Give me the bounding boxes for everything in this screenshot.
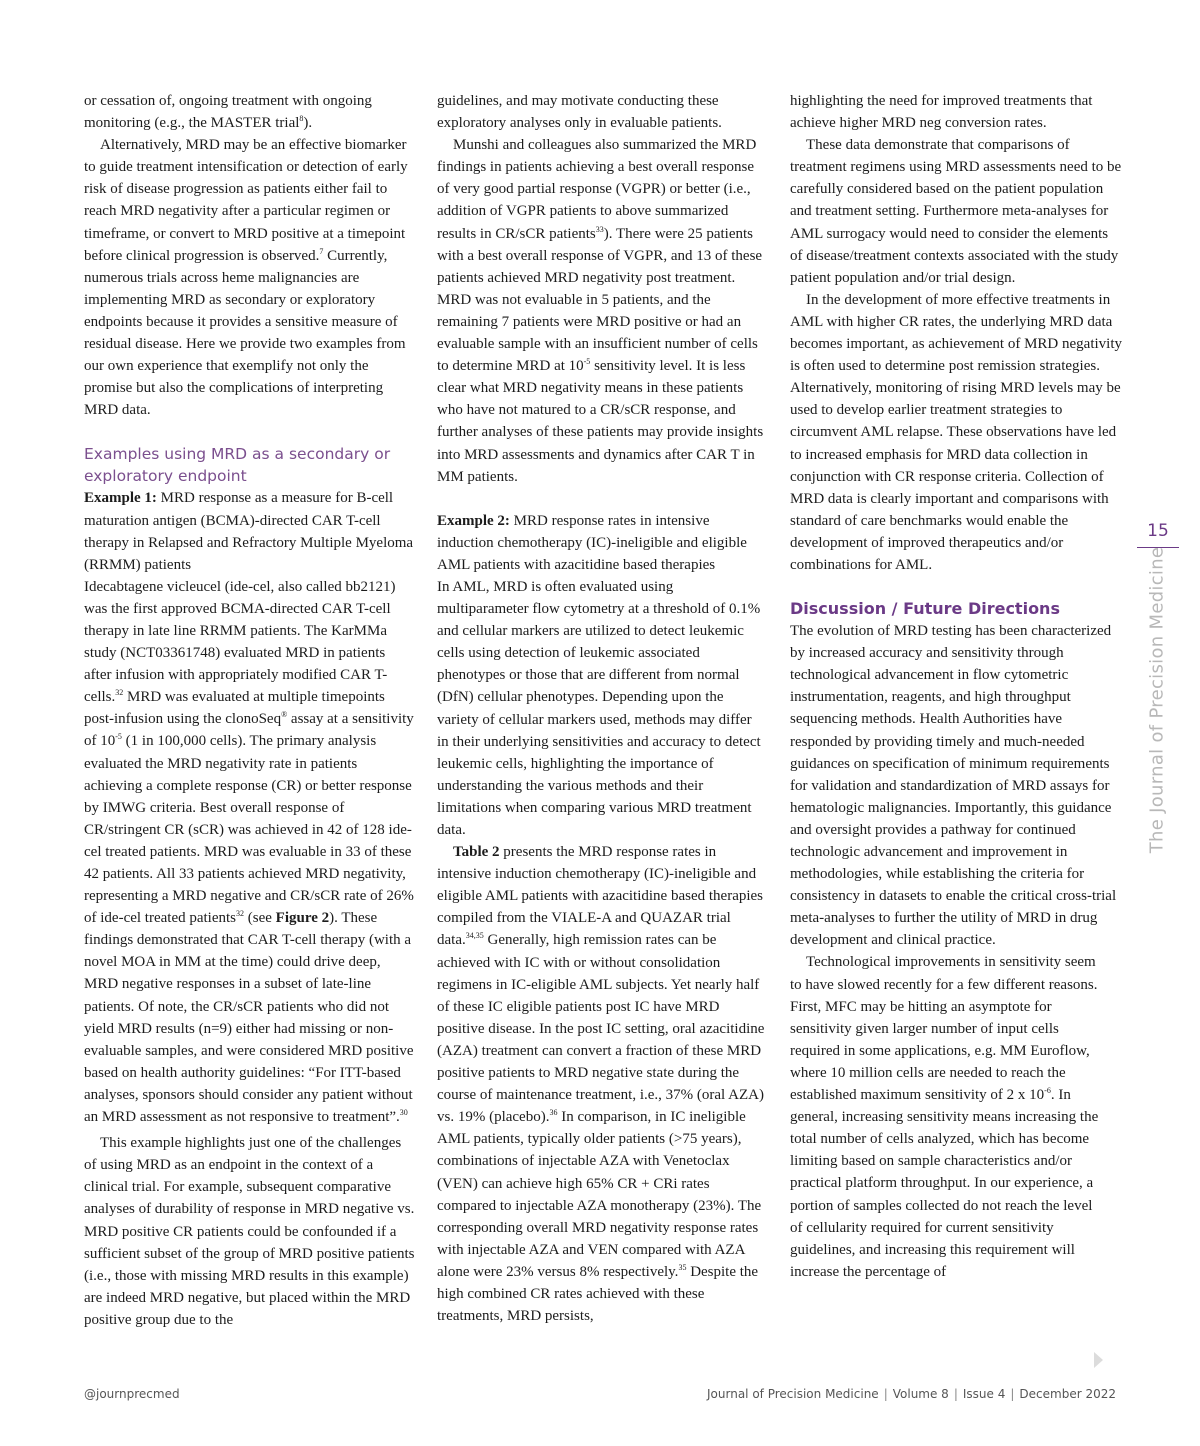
- page-number: 15: [1147, 521, 1169, 541]
- reference: 8: [299, 114, 304, 124]
- paragraph: Idecabtagene vicleucel (ide-cel, also called bb2121) was the first approved BCMA-directed CAR T-cell therapy in late line RRMM patients. The KarMMa study (NCT03361748) evaluated MRD in patients after infusion with appropriately modified CAR T-cells.$^{32}$ MRD was evaluated at multiple timepoints post-infusion using the clonoSeq® assay at a sensitivity of $10^{-5}$ (1 in 100,000 cells). The primary analysis evaluated the MRD negativity rate in patients achieving a complete response (CR) or better response by IMWG criteria. Best overall response of CR/stringent CR (sCR) was achieved in 42 of 128 ide-cel treated patients. MRD was evaluable in 33 of these 42 patients. All 33 patients achieved MRD negativity, representing a MRD negative and CR/sCR rate of 26% of ide-cel treated patients$^{32}$ (see Figure 2). These findings demonstrated that CAR T-cell therapy (with a novel MOA in MM at the time) could drive deep, MRD negative responses in a subset of late-line patients. Of note, the CR/sCR patients who did not yield MRD results (n=9) either had missing or non-evaluable samples, and were considered MRD positive based on health authority guidelines: “For ITT-based analyses, sponsors should consider any patient without an MRD assessment as not responsive to treatment”.$^{30}$: [84, 578, 414, 1126]
- paragraph: The evolution of MRD testing has been characterized by increased accuracy and sensitivity through technological advancement in flow cytometric instrumentation, reagents, and high throughput sequencing methods. Health Authorities have responded by providing timely and much-needed guidances on specification of minimum requirements for validation and standardization of MRD assays for hematologic malignancies. Importantly, this guidance and oversight provides a pathway for continued technologic advancement and improvement in methodologies, while establishing the criteria for consistency in datasets to enable the critical cross-trial meta-analyses to further the utility of MRD in drug development and clinical practice.: [790, 623, 1117, 949]
- section-heading: Examples using MRD as a secondary or exploratory endpoint: [84, 445, 391, 486]
- paragraph: In the development of more effective treatments in AML with higher CR rates, the underlying MRD data becomes important, as achievement of MRD negativity is often used to determine post remission strategies. Alternatively, monitoring of rising MRD levels may be used to develop earlier treatment strategies to circumvent AML relapse. These observations have led to increased emphasis for MRD data collection in conjunction with CR response criteria. Collection of MRD data is clearly important and comparisons with standard of care benchmarks would enable the development of improved therapeutics and/or combinations for AML.: [790, 291, 1122, 573]
- reference: 32: [236, 909, 245, 919]
- reference: 34,35: [465, 931, 484, 941]
- section-heading: Discussion / Future Directions: [790, 599, 1060, 619]
- column-2: [437, 90, 767, 1327]
- example-title: Example 1: MRD response as a measure for B-cell maturation antigen (BCMA)-directed CAR T-cell therapy in Relapsed and Refractory Multiple Myeloma (RRMM) patients: [84, 490, 414, 573]
- example-title: Example 2: MRD response rates in intensive induction chemotherapy (IC)-ineligible and eligible AML patients with azacitidine based therapies: [437, 512, 747, 573]
- paragraph: In AML, MRD is often evaluated using multiparameter flow cytometry at a threshold of 0.1% and cellular markers are utilized to detect leukemic cells using detection of leukemic associated phenotypes or those that are different from normal (DfN) cellular phenotypes. Depending upon the variety of cellular markers used, methods may differ in their underlying sensitivities and accuracy to detect leukemic cells, highlighting the importance of understanding the various methods and their limitations when comparing various MRD treatment data.: [437, 578, 761, 838]
- figure-reference: Figure 2: [275, 910, 330, 927]
- paragraph: or cessation of, ongoing treatment with ongoing monitoring (e.g., the MASTER trial$^8$).: [84, 93, 372, 132]
- column-1: [84, 90, 416, 1331]
- reference: 30: [399, 1108, 408, 1118]
- reference: 35: [678, 1262, 687, 1272]
- paragraph: These data demonstrate that comparisons of treatment regimens using MRD assessments need to be carefully considered based on the patient population and treatment setting. Furthermore meta-analyses for AML surrogacy would need to consider the elements of disease/treatment contexts associated with the study patient population and/or trial design.: [790, 137, 1122, 286]
- reference: 7: [319, 246, 324, 256]
- paragraph: guidelines, and may motivate conducting these exploratory analyses only in evaluable patients.: [437, 93, 722, 132]
- footer-handle: @journprecmed: [84, 1387, 180, 1401]
- reference: 32: [115, 688, 124, 698]
- reference: 33: [595, 224, 604, 234]
- table-reference: Table 2: [453, 844, 500, 861]
- paragraph: Alternatively, MRD may be an effective biomarker to guide treatment intensification or detection of early risk of disease progression as patients either fail to reach MRD negativity after a particular regimen or timeframe, or convert to MRD positive at a timepoint before clinical progression is observed.$^7$ Currently, numerous trials across heme malignancies are implementing MRD as secondary or exploratory endpoints because it provides a sensitive measure of residual disease. Here we provide two examples from our own experience that exemplify not only the promise but also the complications of interpreting MRD data.: [84, 137, 408, 419]
- paragraph: Table 2 presents the MRD response rates in intensive induction chemotherapy (IC)-ineligible and eligible AML patients with azacitidine based therapies compiled from the VIALE-A and QUAZAR trial data.$^{34,35}$ Generally, high remission rates can be achieved with IC with or without consolidation regimens in IC-eligible AML subjects. Yet nearly half of these IC eligible patients post IC have MRD positive disease. In the post IC setting, oral azacitidine (AZA) treatment can convert a fraction of these MRD positive patients to MRD negative state during the course of maintenance treatment, i.e., 37% (oral AZA) vs. 19% (placebo).$^{36}$ In comparison, in IC ineligible AML patients, typically older patients (>75 years), combinations of injectable AZA with Venetoclax (VEN) can achieve high 65% CR + CRi rates compared to injectable AZA monotherapy (23%). The corresponding overall MRD negativity response rates with injectable AZA and VEN compared with AZA alone were 23% versus 8% respectively.$^{35}$ Despite the high combined CR rates achieved with these treatments, MRD persists,: [437, 844, 765, 1325]
- footer-journal-info: Journal of Precision Medicine | Volume 8 | Issue 4 | December 2022: [707, 1387, 1116, 1401]
- chevron-right-icon: [1094, 1352, 1103, 1368]
- paragraph: Munshi and colleagues also summarized the MRD findings in patients achieving a best overall response of very good partial response (VGPR) or better (i.e., addition of VGPR patients to above summarized results in CR/sCR patients$^{33}$). There were 25 patients with a best overall response of VGPR, and 13 of these patients achieved MRD negativity post treatment. MRD was not evaluable in 5 patients, and the remaining 7 patients were MRD positive or had an evaluable sample with an insufficient number of cells to determine MRD at $10^{-5}$ sensitivity level. It is less clear what MRD negativity means in these patients who have not matured to a CR/sCR response, and further analyses of these patients may provide insights into MRD assessments and dynamics after CAR T in MM patients.: [437, 137, 764, 485]
- reference: 36: [549, 1108, 558, 1118]
- paragraph: This example highlights just one of the challenges of using MRD as an endpoint in the context of a clinical trial. For example, subsequent comparative analyses of durability of response in MRD negative vs. MRD positive CR patients could be confounded if a sufficient subset of the group of MRD positive patients (i.e., those with missing MRD results in this example) are indeed MRD negative, but placed within the MRD positive group due to the: [84, 1135, 415, 1328]
- column-3: [790, 90, 1122, 1283]
- paragraph: Technological improvements in sensitivity seem to have slowed recently for a few different reasons. First, MFC may be hitting an asymptote for sensitivity given larger number of input cells required in some applications, e.g. MM Euroflow, where 10 million cells are needed to reach the established maximum sensitivity of 2 x $10^{-6}$. In general, increasing sensitivity means increasing the total number of cells analyzed, which has become limiting based on sample characteristics and/or practical platform throughput. In our experience, a portion of samples collected do not reach the level of cellularity required for current sensitivity guidelines, and increasing this requirement will increase the percentage of: [790, 954, 1099, 1280]
- paragraph: highlighting the need for improved treatments that achieve higher MRD neg conversion rates.: [790, 93, 1093, 132]
